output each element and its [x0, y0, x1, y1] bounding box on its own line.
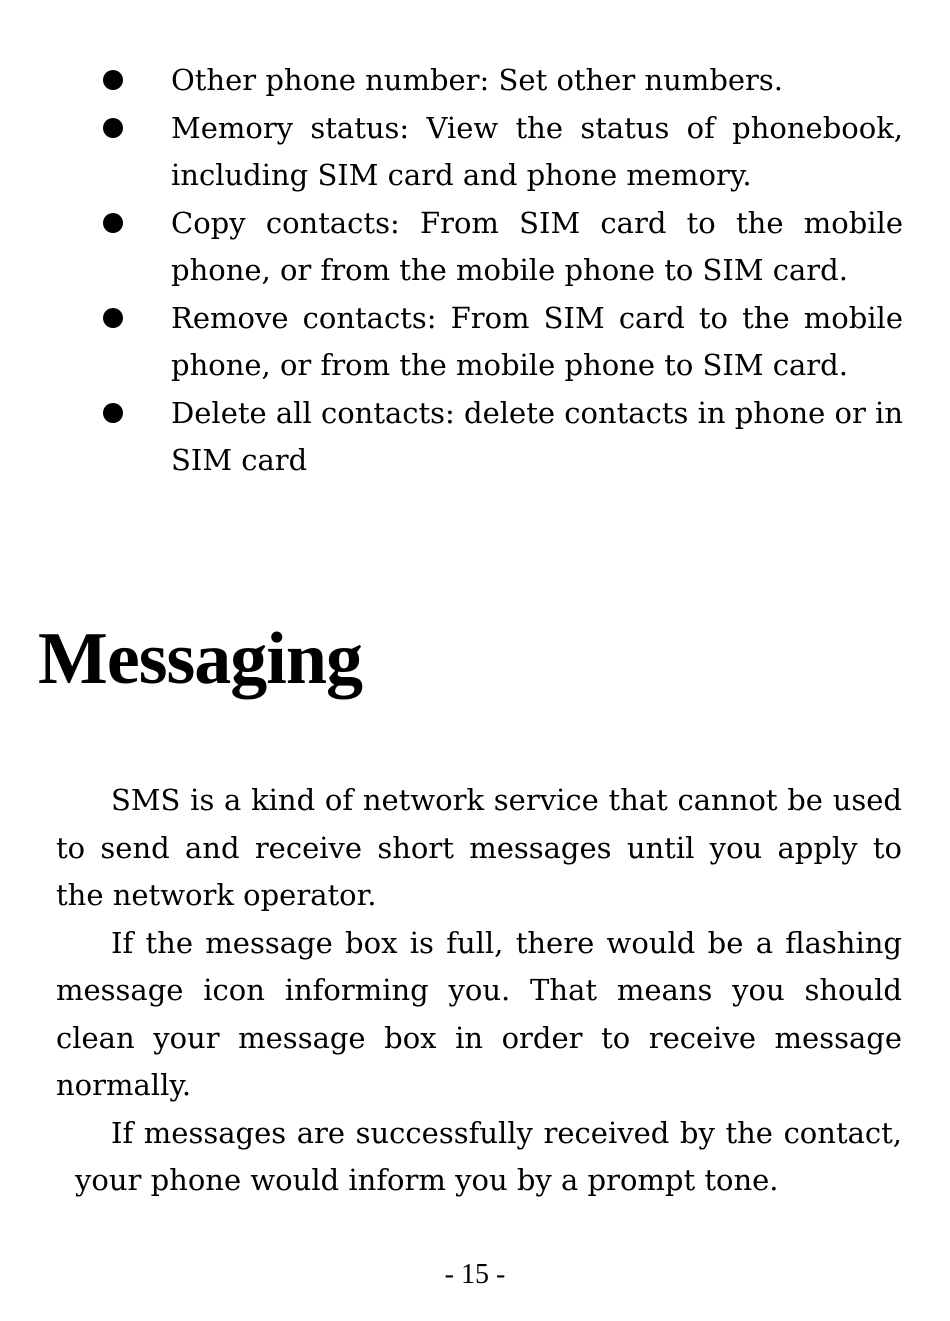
- list-item-remove-contacts: [100, 295, 903, 390]
- bullet-icon: [103, 403, 123, 423]
- list-item-text: Copy contacts: From SIM card to the mobile phone, or from the mobile phone to SIM card.: [171, 205, 903, 287]
- phonebook-options-list: [100, 57, 903, 485]
- page-number: - 15 -: [444, 1259, 506, 1290]
- paragraph-delivery-prompt: If messages are successfully received by the contact, your phone would inform you by a prompt tone.: [75, 1115, 902, 1197]
- list-item-text: Delete all contacts: delete contacts in phone or in SIM card: [171, 395, 903, 477]
- bullet-icon: [103, 70, 123, 90]
- list-item-other-phone-number: [100, 57, 903, 105]
- section-title: Messaging: [38, 618, 362, 700]
- list-item-text: Memory status: View the status of phonebook, including SIM card and phone memory.: [171, 110, 903, 192]
- list-item-text: Remove contacts: From SIM card to the mobile phone, or from the mobile phone to SIM card.: [171, 300, 903, 382]
- section-body: [56, 777, 902, 1205]
- bullet-icon: [103, 308, 123, 328]
- bullet-icon: [103, 213, 123, 233]
- paragraph-sms-intro: SMS is a kind of network service that cannot be used to send and receive short messages until you apply to the network operator.: [56, 783, 902, 912]
- list-item-memory-status: [100, 105, 903, 200]
- list-item-delete-all-contacts: [100, 390, 903, 485]
- bullet-icon: [103, 118, 123, 138]
- paragraph-message-box-full: If the message box is full, there would be a flashing message icon informing you. That means you should clean your message box in order to receive message normally.: [56, 925, 902, 1102]
- list-item-copy-contacts: [100, 200, 903, 295]
- list-item-text: Other phone number: Set other numbers.: [171, 63, 784, 97]
